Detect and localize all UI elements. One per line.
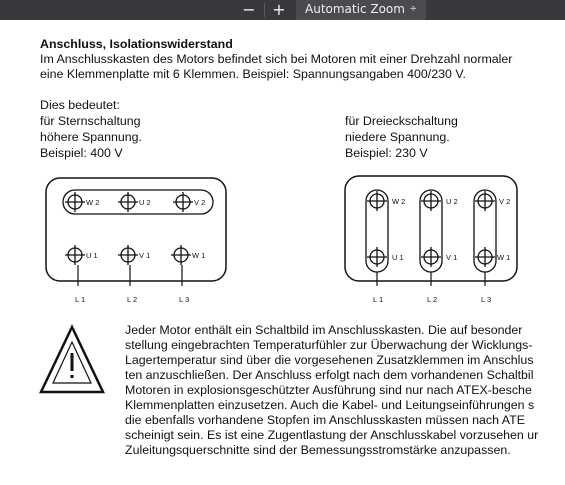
zoom-out-button[interactable]: − bbox=[242, 0, 256, 19]
intro-line-2: eine Klemmenplatte mit 6 Klemmen. Beispiel: Spannungsangaben 400/230 V. bbox=[40, 67, 466, 81]
warning-line-5: Motoren in explosionsgeschützter Ausführung sind nur nach ATEX-besche bbox=[125, 383, 532, 397]
terminal-u1-icon bbox=[65, 245, 85, 265]
delta-line-2: niedere Spannung. bbox=[345, 130, 450, 144]
warning-line-6: Klemmenplatten einzusetzen. Auch die Kabel- und Leitungseinführungen s bbox=[125, 398, 535, 412]
delta-line-1: für Dreieckschaltung bbox=[345, 114, 458, 128]
warning-line-4: ten anzuschließen. Der Anschluss erfolgt nach dem vorhandenen Schaltbil bbox=[125, 368, 534, 382]
delta-label-v1: V 1 bbox=[446, 253, 458, 262]
star-label-l1: L 1 bbox=[75, 295, 86, 304]
terminal-v2-icon bbox=[173, 192, 193, 212]
terminal-u2-icon bbox=[421, 191, 441, 211]
delta-line-3: Beispiel: 230 V bbox=[345, 146, 428, 160]
terminal-v2-icon bbox=[475, 191, 495, 211]
terminal-w1-icon bbox=[475, 247, 495, 267]
warning-triangle-icon bbox=[41, 327, 103, 392]
terminal-v1-icon bbox=[421, 247, 441, 267]
star-line-2: höhere Spannung. bbox=[40, 130, 142, 144]
chevron-updown-icon: ÷ bbox=[409, 4, 417, 14]
star-line-1: für Sternschaltung bbox=[40, 114, 141, 128]
star-connection-diagram bbox=[46, 178, 226, 286]
intro-line-1: Im Anschlusskasten des Motors befindet sich bei Motoren mit einer Drehzahl normaler bbox=[40, 52, 513, 66]
zoom-select-value: Automatic Zoom bbox=[305, 2, 405, 16]
warning-line-1: Jeder Motor enthält ein Schaltbild im Anschlusskasten. Die auf besonder bbox=[125, 323, 523, 337]
star-label-v2: V 2 bbox=[194, 198, 206, 207]
delta-label-u1: U 1 bbox=[392, 253, 404, 262]
star-label-v1: V 1 bbox=[139, 251, 151, 260]
warning-line-2: stellung eingebrachten Temperaturfühler zur Überwachung der Wicklungs- bbox=[125, 338, 533, 352]
delta-label-l2: L 2 bbox=[427, 295, 438, 304]
warning-line-7: die ebenfalls vorhandene Stopfen im Anschlusskasten müssen nach ATE bbox=[125, 413, 525, 427]
terminal-w2-icon bbox=[65, 192, 85, 212]
star-line-3: Beispiel: 400 V bbox=[40, 146, 123, 160]
section-heading: Anschluss, Isolationswiderstand bbox=[40, 37, 233, 51]
dies-bedeutet: Dies bedeutet: bbox=[40, 98, 120, 112]
delta-label-v2: V 2 bbox=[499, 197, 511, 206]
terminal-u2-icon bbox=[118, 192, 138, 212]
warning-line-8: scheinigt sein. Es ist eine Zugentlastung der Anschlusskabel vorzusehen ur bbox=[125, 428, 539, 442]
zoom-in-button[interactable]: + bbox=[272, 0, 286, 19]
star-label-l3: L 3 bbox=[179, 295, 190, 304]
delta-label-l3: L 3 bbox=[481, 295, 492, 304]
terminal-w2-icon bbox=[367, 191, 387, 211]
delta-label-l1: L 1 bbox=[373, 295, 384, 304]
star-label-l2: L 2 bbox=[127, 295, 138, 304]
warning-line-9: Zuleitungsquerschnitte sind der Bemessungsstromstärke anzupassen. bbox=[125, 443, 511, 457]
warning-line-3: Lagertemperatur sind über die vorgesehenen Zusatzklemmen im Anschlus bbox=[125, 353, 534, 367]
delta-label-w1: W 1 bbox=[497, 253, 511, 262]
star-label-w1: W 1 bbox=[192, 251, 206, 260]
delta-label-u2: U 2 bbox=[446, 197, 458, 206]
terminal-u1-icon bbox=[367, 247, 387, 267]
star-label-w2: W 2 bbox=[86, 198, 100, 207]
delta-label-w2: W 2 bbox=[392, 197, 406, 206]
star-label-u2: U 2 bbox=[139, 198, 151, 207]
terminal-w1-icon bbox=[171, 245, 191, 265]
star-label-u1: U 1 bbox=[86, 251, 98, 260]
terminal-v1-icon bbox=[118, 245, 138, 265]
